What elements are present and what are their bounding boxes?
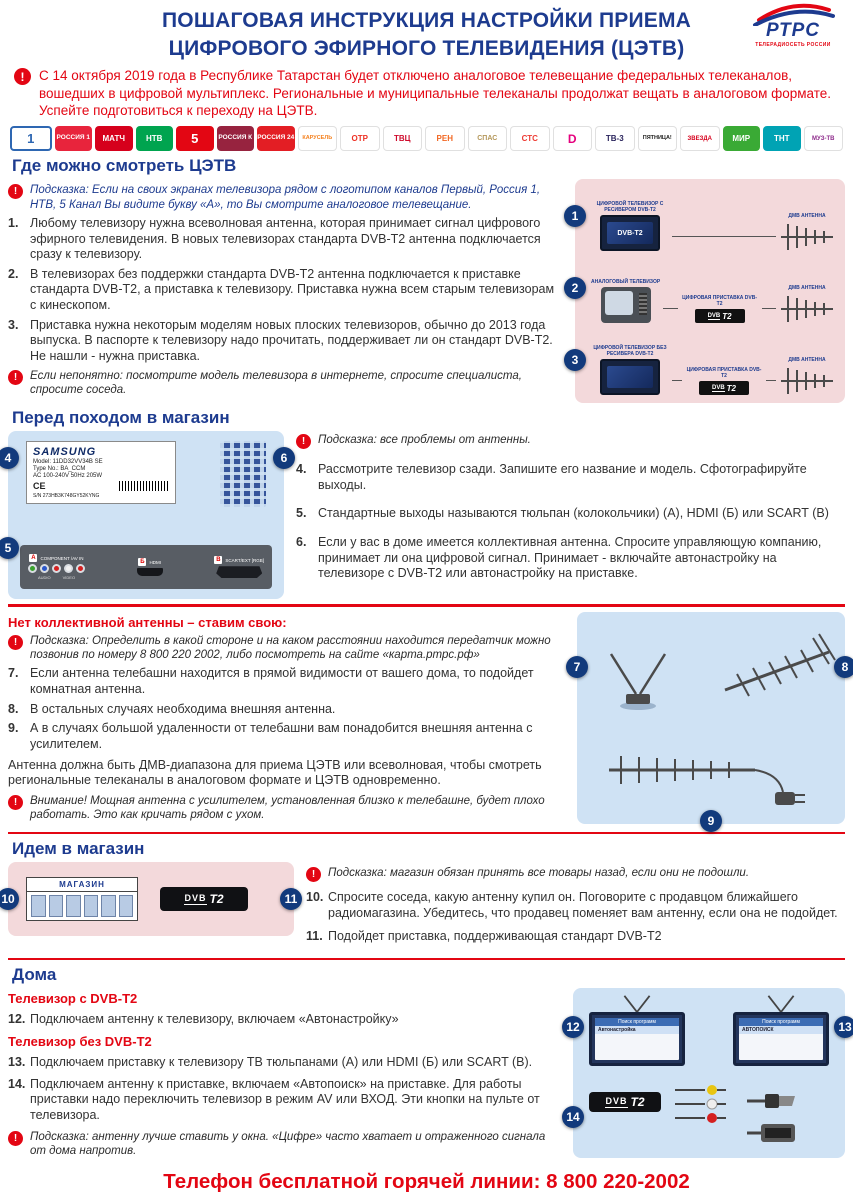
tv-nameplate: [26, 441, 176, 504]
shop-window: [119, 895, 134, 917]
tv-type: Type No.: BA_CCM: [33, 466, 86, 473]
step-number: 12.: [8, 1012, 26, 1027]
shop-window: [66, 895, 81, 917]
step-number: 5.: [296, 506, 307, 521]
dvb-t2-set-top-box-icon: DVB T2: [160, 887, 248, 911]
channel-logo: 1: [10, 126, 52, 151]
warning-text: Внимание! Мощная антенна с усилителем, установленная близко к телебашне, будет плохо работать. Это как кричать рядом с ухом.: [30, 794, 545, 822]
cable-line: [672, 380, 682, 381]
diagram-label: ДМВ АНТЕННА: [788, 213, 826, 220]
step-number: 10.: [306, 890, 324, 905]
channel-logo: МУЗ-ТВ: [804, 126, 844, 151]
channel-logo: ЗВЕЗДА: [680, 126, 720, 151]
rca-jacks-icon: [28, 564, 85, 573]
antenna-icon: [779, 365, 835, 395]
step-item: [296, 462, 845, 493]
diagram-label: ЦИФРОВОЙ ТЕЛЕВИЗОР С РЕСИВЕРОМ DVB-T2: [596, 201, 664, 214]
cable-line: [762, 308, 776, 309]
rtrs-logo: [741, 2, 845, 48]
connector-label: SCART/EXT [RGB]: [225, 557, 264, 563]
video-label: VIDEO: [62, 575, 76, 581]
alert-icon: !: [14, 68, 31, 85]
channel-logo: РОССИЯ 24: [257, 126, 295, 151]
step-number: 2.: [8, 266, 19, 281]
audio-label: AUDIO: [37, 575, 51, 581]
channel-logo: ТНТ: [763, 126, 801, 151]
tip: [8, 634, 565, 663]
hdmi-group: [137, 558, 163, 576]
section4-text: [306, 862, 845, 953]
step-item: [8, 267, 563, 314]
building-icon: [220, 441, 266, 507]
step-marker: 3: [564, 349, 586, 371]
section-heading-where-to-watch: Где можно смотреть ЦЭТВ: [12, 156, 237, 176]
hdmi-cable-icon: [745, 1088, 799, 1114]
indoor-antenna-icon: [595, 648, 681, 714]
step-marker: 10: [0, 888, 19, 910]
step-text: Спросите соседа, какую антенну купил он. Поговорите с продавцом ближайшего радиомагазина. Убедитесь, что продавец поменяет вам антенну, если она не подойдет.: [328, 890, 838, 920]
step-text: Если у вас в доме имеется коллективная антенна. Спросите управляющую компанию, принимает ли она цифровой сигнал. Принимает - включайте автонастройку на телевизоре с DVB-T2 или автонастройку на приставке.: [318, 535, 822, 581]
step-number: 1.: [8, 215, 19, 230]
step-number: 13.: [8, 1055, 26, 1070]
alert-icon: !: [8, 635, 23, 650]
channel-logo: ОТР: [340, 126, 380, 151]
tv-menu-item: Автонастройка: [595, 1026, 679, 1034]
step-item: [8, 318, 563, 365]
step-text: Стандартные выходы называются тюльпан (колокольчики) (А), HDMI (Б) или SCART (В): [318, 506, 829, 521]
diagram-label: ЦИФРОВАЯ ПРИСТАВКА DVB-T2: [686, 367, 762, 380]
rabbit-ears-antenna-icon: [617, 994, 657, 1012]
diagram-label: ДМВ АНТЕННА: [788, 357, 826, 364]
diagram-label: ЦИФРОВАЯ ПРИСТАВКА DVB-T2: [682, 295, 758, 308]
step-text: Подключаем антенну к приставке, включаем «Автопоиск» на приставке. Для работы приставки надо переключить телевизор в режим AV или ВХОД. Эти кнопки на пульте от телевизора.: [30, 1076, 540, 1122]
scart-group: [214, 556, 264, 578]
rtrs-logo-tagline: ТЕЛЕРАДИОСЕТЬ РОССИИ: [755, 42, 831, 48]
section-before-shop: [4, 431, 845, 599]
tv-with-autotune: [585, 994, 689, 1066]
divider: [8, 604, 845, 607]
step-item: [8, 1077, 561, 1124]
antennas-panel: [573, 612, 849, 828]
alert-icon: !: [8, 1131, 23, 1146]
tip: [306, 866, 845, 882]
step-item: [8, 1055, 561, 1071]
cable-line: [672, 236, 776, 237]
section3-text: [8, 612, 565, 827]
section-home: [8, 988, 852, 1162]
step-marker: 9: [700, 810, 722, 832]
flat-tv-icon: [600, 359, 660, 395]
step-marker: 13: [834, 1016, 853, 1038]
channel-logo: МАТЧ: [95, 126, 133, 151]
tv-brand: SAMSUNG: [33, 446, 97, 459]
tv-menu-title: Поиск программ: [595, 1018, 679, 1026]
step-text: А в случаях большой удаленности от телебашни вам понадобится внешняя антенна с усилителем.: [30, 721, 533, 751]
channel-logo: СПАС: [468, 126, 508, 151]
home-setup-panel: [566, 988, 852, 1158]
crt-tv-icon: [601, 287, 651, 323]
channel-logo: РОССИЯ 1: [55, 126, 93, 151]
step-number: 6.: [296, 535, 307, 550]
step-item: [8, 216, 563, 263]
channel-logo: НТВ: [136, 126, 174, 151]
section-go-shop: [1, 862, 845, 953]
flat-tv-icon: DVB-T2: [600, 215, 660, 251]
alert-icon: !: [8, 795, 23, 810]
tip-text: Если непонятно: посмотрите модель телевизора в интернете, спросите специалиста, спросите соседа.: [30, 369, 522, 396]
section-heading-before-shop: Перед походом в магазин: [12, 408, 230, 428]
step-text: В остальных случаях необходима внешняя антенна.: [30, 701, 336, 716]
alert-icon: !: [296, 434, 311, 449]
section2-text: [296, 431, 845, 599]
step-text: Если антенна телебашни находится в прямой видимости от вашего дома, то подойдет комнатная антенна.: [30, 666, 534, 697]
shop-icon: [26, 877, 138, 921]
step-text: Приставка нужна некоторым моделям новых плоских телевизоров, обычно до 2013 года выпуска. В паспорте к телевизору надо прочитать, поддерживает ли он стандарт DVB-T2. Не нашли - нужна приставка.: [30, 317, 553, 363]
shop-window: [49, 895, 64, 917]
step-text: В телевизорах без поддержки стандарта DVB-T2 антенна подключается к приставке стандарта DVB-T2, а приставка к телевизору. Приставка нужна всем старым телевизорам с кинескопом.: [30, 266, 555, 313]
step-text: Подойдет приставка, поддерживающая стандарт DVB-T2: [328, 929, 662, 944]
title-line-2: ЦИФРОВОГО ЭФИРНОГО ТЕЛЕВИДЕНИЯ (ЦЭТВ): [168, 36, 685, 60]
tv-back-panel: [4, 431, 288, 599]
divider: [8, 832, 845, 835]
amplified-antenna-icon: [605, 750, 811, 812]
step-number: 4.: [296, 462, 307, 477]
step-text: Подключаем антенну к телевизору, включаем «Автонастройку»: [30, 1012, 399, 1027]
step-number: 8.: [8, 701, 19, 716]
tv-connectors: [20, 545, 272, 589]
hotline-phone: Телефон бесплатной горячей линии: 8 800 220-2002: [163, 1170, 690, 1194]
tip-text: Подсказка: все проблемы от антенны.: [318, 434, 531, 447]
dvb-t2-set-top-box-icon: DVB T2: [695, 309, 745, 323]
section-where-to-watch: [8, 179, 845, 403]
diagram-label: ЦИФРОВОЙ ТЕЛЕВИЗОР БЕЗ РЕСИВЕРА DVB-T2: [593, 345, 667, 358]
section-heading-go-shop: Идем в магазин: [12, 839, 145, 859]
step-marker: 14: [562, 1106, 584, 1128]
tip: [8, 183, 563, 212]
divider: [8, 958, 845, 961]
step-item: [8, 666, 565, 697]
rtrs-logo-text: РТРС: [766, 20, 820, 41]
step-item: [8, 1012, 561, 1028]
shop-panel: [1, 862, 298, 936]
channel-logo: ПЯТНИЦА!: [638, 126, 678, 151]
step-item: [8, 702, 565, 718]
channel-logo: РОССИЯ К: [217, 126, 255, 151]
section-heading-own-antenna: Нет коллективной антенны – ставим свою:: [8, 614, 287, 630]
step-text: Любому телевизору нужна всеволновая антенна, которая принимает сигнал цифрового эфирного телевидения. В новых телевизорах стандарта DVB-T2 антенна подключается сразу к телевизору.: [30, 215, 541, 262]
diagram-row-analog-tv: [591, 255, 835, 327]
connector-letter: Б: [140, 559, 145, 566]
step-marker: 1: [564, 205, 586, 227]
step-text: Подключаем приставку к телевизору ТВ тюльпанами (А) или HDMI (Б) или SCART (В).: [30, 1055, 533, 1070]
diagram-row-no-receiver-tv: [591, 327, 835, 399]
shop-windows: [26, 892, 138, 921]
cable-line: [663, 308, 677, 309]
tip-text: Подсказка: магазин обязан принять все товары назад, если они не подошли.: [328, 867, 750, 880]
tip: [8, 369, 563, 398]
header: [0, 0, 853, 62]
diagram-label: ДМВ АНТЕННА: [788, 285, 826, 292]
tip-text: Подсказка: антенну лучше ставить у окна. «Цифре» часто хватает и отраженного сигнала от дома напротив.: [30, 1130, 546, 1157]
connector-letter: А: [31, 555, 36, 562]
channel-logo: КАРУСЕЛЬ: [298, 126, 338, 151]
step-item: [296, 506, 845, 522]
rca-tulip-cable-icon: [673, 1084, 737, 1128]
step-item: [8, 721, 565, 752]
antenna-note: Антенна должна быть ДМВ-диапазона для приема ЦЭТВ или всеволновая, чтобы смотреть региональные телеканалы в аналоговом формате и ЦЭТВ одновременно.: [8, 757, 542, 788]
channel-logos-row: [10, 126, 843, 151]
diagram-label: АНАЛОГОВЫЙ ТЕЛЕВИЗОР: [591, 279, 661, 286]
shop-window: [84, 895, 99, 917]
channel-logo: ТВЦ: [383, 126, 423, 151]
shop-window: [101, 895, 116, 917]
intro-warning: [14, 67, 839, 119]
channel-logo: ТВ-3: [595, 126, 635, 151]
step-item: [296, 535, 845, 582]
tv-screen: [589, 1012, 685, 1066]
tv-screen: [733, 1012, 829, 1066]
antenna-icon: [779, 293, 835, 323]
dvb-t2-set-top-box-icon: DVB T2: [589, 1092, 661, 1112]
channel-logo: 5: [176, 126, 214, 151]
section1-text: [8, 179, 563, 403]
dvb-t2-set-top-box-icon: DVB T2: [699, 381, 749, 395]
tip-text: Подсказка: Если на своих экранах телевизора рядом с логотипом каналов Первый, Россия 1, НТВ, 5 Канал Вы видите букву «А», то Вы смотрите аналоговое телевещание.: [30, 184, 541, 211]
step-number: 11.: [306, 929, 323, 944]
scart-port-icon: [216, 566, 262, 578]
tv-power: AC 100-240V 50Hz 205W: [33, 473, 103, 480]
page-title: [0, 7, 853, 62]
section-heading-home: Дома: [12, 965, 57, 985]
step-marker: 2: [564, 277, 586, 299]
tv-menu-item: АВТОПОИСК: [739, 1026, 823, 1034]
tip: [296, 433, 845, 449]
warning-tip: [8, 794, 565, 823]
connector-letter: В: [216, 557, 221, 564]
cable-line: [766, 380, 776, 381]
step-item: [306, 890, 845, 921]
intro-text: С 14 октября 2019 года в Республике Татарстан будет отключено аналоговое телевещание федеральных телеканалов, вошедших в цифровой мультиплекс. Региональные и муниципальные телеканалы продолжат вещать в аналоговом формате. Успейте подготовиться к переходу на ЦЭТВ.: [39, 68, 832, 118]
connector-label: COMPONENT /AV IN: [40, 555, 84, 561]
tv-with-autosearch: [729, 994, 833, 1066]
title-line-1: ПОШАГОВАЯ ИНСТРУКЦИЯ НАСТРОЙКИ ПРИЕМА: [161, 9, 692, 32]
shop-sign: МАГАЗИН: [26, 877, 138, 892]
antenna-icon: [779, 221, 835, 251]
channel-logo: D: [553, 126, 593, 151]
tv-connection-diagram-panel: [571, 179, 845, 403]
subheading-tv-without-dvbt2: Телевизор без DVB-T2: [8, 1034, 152, 1050]
tv-menu-title: Поиск программ: [739, 1018, 823, 1026]
channel-logo: РЕН: [425, 126, 465, 151]
alert-icon: !: [8, 184, 23, 199]
subheading-tv-with-dvbt2: Телевизор с DVB-T2: [8, 991, 138, 1007]
section5-text: [8, 988, 561, 1162]
tip-text: Подсказка: Определить в какой стороне и на каком расстоянии находится передатчик можно позвонив по номеру 8 800 220 2002, либо посмотреть на сайте «карта.ртрс.рф»: [30, 634, 551, 662]
step-number: 9.: [8, 721, 19, 736]
outdoor-antenna-icon: [719, 624, 837, 710]
step-marker: 7: [566, 656, 588, 678]
diagram-row-dvbt2-tv: [591, 183, 835, 255]
tv-model: Model: 11DD32VV34B SE: [33, 459, 103, 466]
shop-window: [31, 895, 46, 917]
step-marker: 6: [273, 447, 295, 469]
section-own-antenna: [8, 612, 849, 828]
tip: [8, 1130, 561, 1159]
component-av-group: [28, 554, 85, 580]
ce-mark: CE: [33, 481, 46, 492]
step-marker: 5: [0, 537, 19, 559]
step-item: [306, 929, 845, 945]
alert-icon: !: [306, 867, 321, 882]
step-marker: 8: [834, 656, 853, 678]
step-marker: 11: [280, 888, 302, 910]
connector-label: HDMI: [149, 559, 161, 565]
rabbit-ears-antenna-icon: [761, 994, 801, 1012]
step-marker: 4: [0, 447, 19, 469]
alert-icon: !: [8, 370, 23, 385]
step-number: 14.: [8, 1076, 26, 1091]
hdmi-port-icon: [137, 568, 163, 576]
scart-cable-icon: [745, 1120, 799, 1146]
tv-serial: S/N 273HB3K748GY52KYNG: [33, 493, 100, 500]
barcode: [119, 481, 169, 491]
step-text: Рассмотрите телевизор сзади. Запишите его название и модель. Сфотографируйте выходы.: [318, 462, 807, 492]
step-number: 7.: [8, 666, 19, 681]
channel-logo: МИР: [723, 126, 761, 151]
step-number: 3.: [8, 317, 19, 332]
step-marker: 12: [562, 1016, 584, 1038]
channel-logo: СТС: [510, 126, 550, 151]
